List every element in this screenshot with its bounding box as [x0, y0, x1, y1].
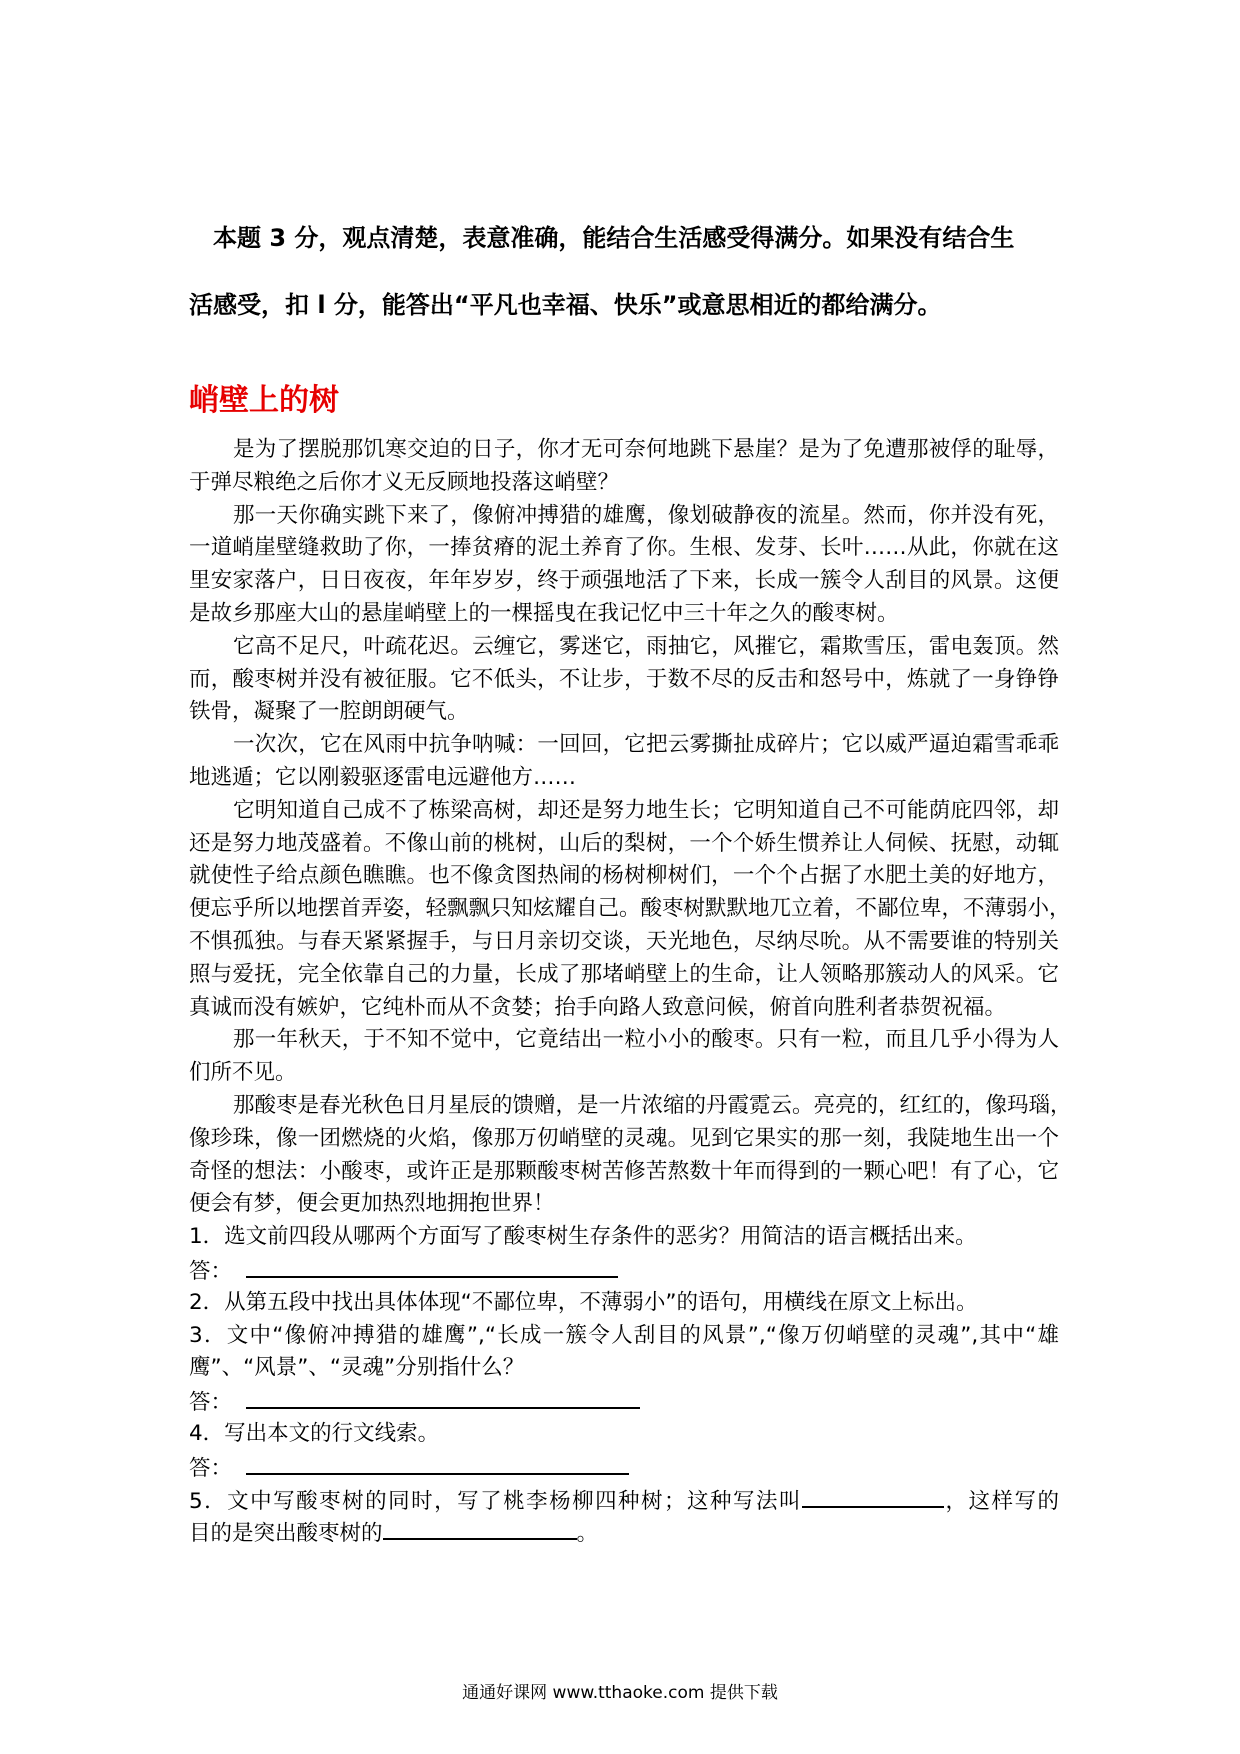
question-5-text: ，这样写的 [944, 1488, 1059, 1514]
paragraph-line: 它高不足尺，叶疏花迟。云缠它，雾迷它，雨抽它，风摧它，霜欺雪压，雷电轰顶。然 [233, 633, 1059, 659]
answer-blank[interactable] [383, 1516, 577, 1540]
paragraph-line: 一道峭崖壁缝救助了你，一捧贫瘠的泥土养育了你。生根、发芽、长叶……从此，你就在这 [189, 535, 1059, 561]
answer-line [189, 1254, 1059, 1287]
question-3-line: 鹰”、“风景”、“灵魂”分别指什么？ [189, 1355, 525, 1381]
paragraph-line: 那一年秋天，于不知不觉中，它竟结出一粒小小的酸枣。只有一粒，而且几乎小得为人 [233, 1027, 1059, 1053]
paragraph-line: 是故乡那座大山的悬崖峭壁上的一棵摇曳在我记忆中三十年之久的酸枣树。 [189, 600, 899, 626]
paragraph-line: 像珍珠，像一团燃烧的火焰，像那万仞峭壁的灵魂。见到它果实的那一刻，我陡地生出一个 [189, 1125, 1059, 1151]
paragraph-line: 便会有梦，便会更加热烈地拥抱世界！ [189, 1191, 555, 1217]
question-5-text: 。 [576, 1521, 599, 1547]
paragraph-line: 那酸枣是春光秋色日月星辰的馈赠，是一片浓缩的丹霞霓云。亮亮的，红红的，像玛瑙， [233, 1092, 1072, 1118]
answer-blank[interactable] [246, 1254, 618, 1278]
scoring-note [189, 205, 1059, 339]
answer-label: 答： [189, 1390, 233, 1416]
answer-blank[interactable] [246, 1451, 629, 1475]
paragraph-line: 它明知道自己成不了栋梁高树，却还是努力地生长；它明知道自己不可能荫庇四邻，却 [233, 797, 1059, 823]
question-5-text: 5．文中写酸枣树的同时，写了桃李杨柳四种树；这种写法叫 [189, 1488, 803, 1514]
paragraph-line: 奇怪的想法：小酸枣，或许正是那颗酸枣树苦修苦熬数十年而得到的一颗心吧！有了心，它 [189, 1158, 1059, 1184]
paragraph-line: 们所不见。 [189, 1060, 297, 1086]
question-3-line: 3．文中“像俯冲搏猎的雄鹰”,“长成一簇令人刮目的风景”,“像万仞峭壁的灵魂”,其中“雄 [189, 1322, 1059, 1348]
paragraph-line: 就使性子给点颜色瞧瞧。也不像贪图热闹的杨树柳树们，一个个占据了水肥土美的好地方， [189, 863, 1059, 889]
paragraph-line: 铁骨，凝聚了一腔朗朗硬气。 [189, 699, 469, 725]
paragraph-line: 里安家落户，日日夜夜，年年岁岁，终于顽强地活了下来，长成一簇令人刮目的风景。这便 [189, 568, 1059, 594]
paragraph-line: 不惧孤独。与春天紧紧握手，与日月亲切交谈，天光地色，尽纳尽吮。从不需要谁的特别关 [189, 928, 1059, 954]
article-body [189, 434, 1072, 1549]
question-5-text: 目的是突出酸枣树的 [189, 1521, 383, 1547]
paragraph-line: 地逃遁；它以刚毅驱逐雷电远避他方…… [189, 764, 577, 790]
footer: 通通好课网 www.tthaoke.com 提供下载 [462, 1683, 778, 1703]
paragraph-line: 一次次，它在风雨中抗争呐喊：一回回，它把云雾撕扯成碎片；它以威严逼迫霜雪乖乖 [233, 732, 1059, 758]
paragraph-line: 照与爱抚，完全依靠自己的力量，长成了那堵峭壁上的生命，让人领略那簇动人的风采。它 [189, 961, 1059, 987]
question-5-line [189, 1516, 1059, 1549]
answer-line [189, 1385, 1059, 1418]
question-1: 1．选文前四段从哪两个方面写了酸枣树生存条件的恶劣？用简洁的语言概括出来。 [189, 1224, 977, 1250]
paragraph-line: 而，酸枣树并没有被征服。它不低头，不让步，于数不尽的反击和怒号中，炼就了一身铮铮 [189, 666, 1059, 692]
paragraph-line: 真诚而没有嫉妒，它纯朴而从不贪婪；抬手向路人致意问候，俯首向胜利者恭贺祝福。 [189, 994, 1007, 1020]
answer-label: 答： [189, 1258, 233, 1284]
paragraph-line: 那一天你确实跳下来了，像俯冲搏猎的雄鹰，像划破静夜的流星。然而，你并没有死， [233, 502, 1059, 528]
answer-blank[interactable] [802, 1484, 944, 1508]
paragraph-line: 是为了摆脱那饥寒交迫的日子，你才无可奈何地跳下悬崖？是为了免遭那被俘的耻辱， [233, 437, 1059, 462]
scoring-note-line: 本题 3 分，观点清楚，表意准确，能结合生活感受得满分。如果没有结合生 [213, 224, 1015, 252]
paragraph-line: 还是努力地茂盛着。不像山前的桃树，山后的梨树，一个个娇生惯养让人伺候、抚慰，动辄 [189, 830, 1059, 856]
paragraph-line: 便忘乎所以地摆首弄姿，轻飘飘只知炫耀自己。酸枣树默默地兀立着，不鄙位卑，不薄弱小， [189, 896, 1071, 922]
question-5-line [189, 1484, 1059, 1517]
answer-label: 答： [189, 1455, 233, 1481]
paragraph-line: 于弹尽粮绝之后你才义无反顾地投落这峭壁？ [189, 469, 620, 495]
article-title: 峭壁上的树 [189, 383, 339, 418]
question-4: 4．写出本文的行文线索。 [189, 1420, 440, 1446]
question-2: 2．从第五段中找出具体体现“不鄙位卑，不薄弱小”的语句，用横线在原文上标出。 [189, 1289, 978, 1315]
answer-blank[interactable] [246, 1385, 640, 1409]
answer-line [189, 1451, 1059, 1484]
scoring-note-line: 活感受，扣 l 分，能答出“平凡也幸福、快乐”或意思相近的都给满分。 [189, 291, 942, 319]
